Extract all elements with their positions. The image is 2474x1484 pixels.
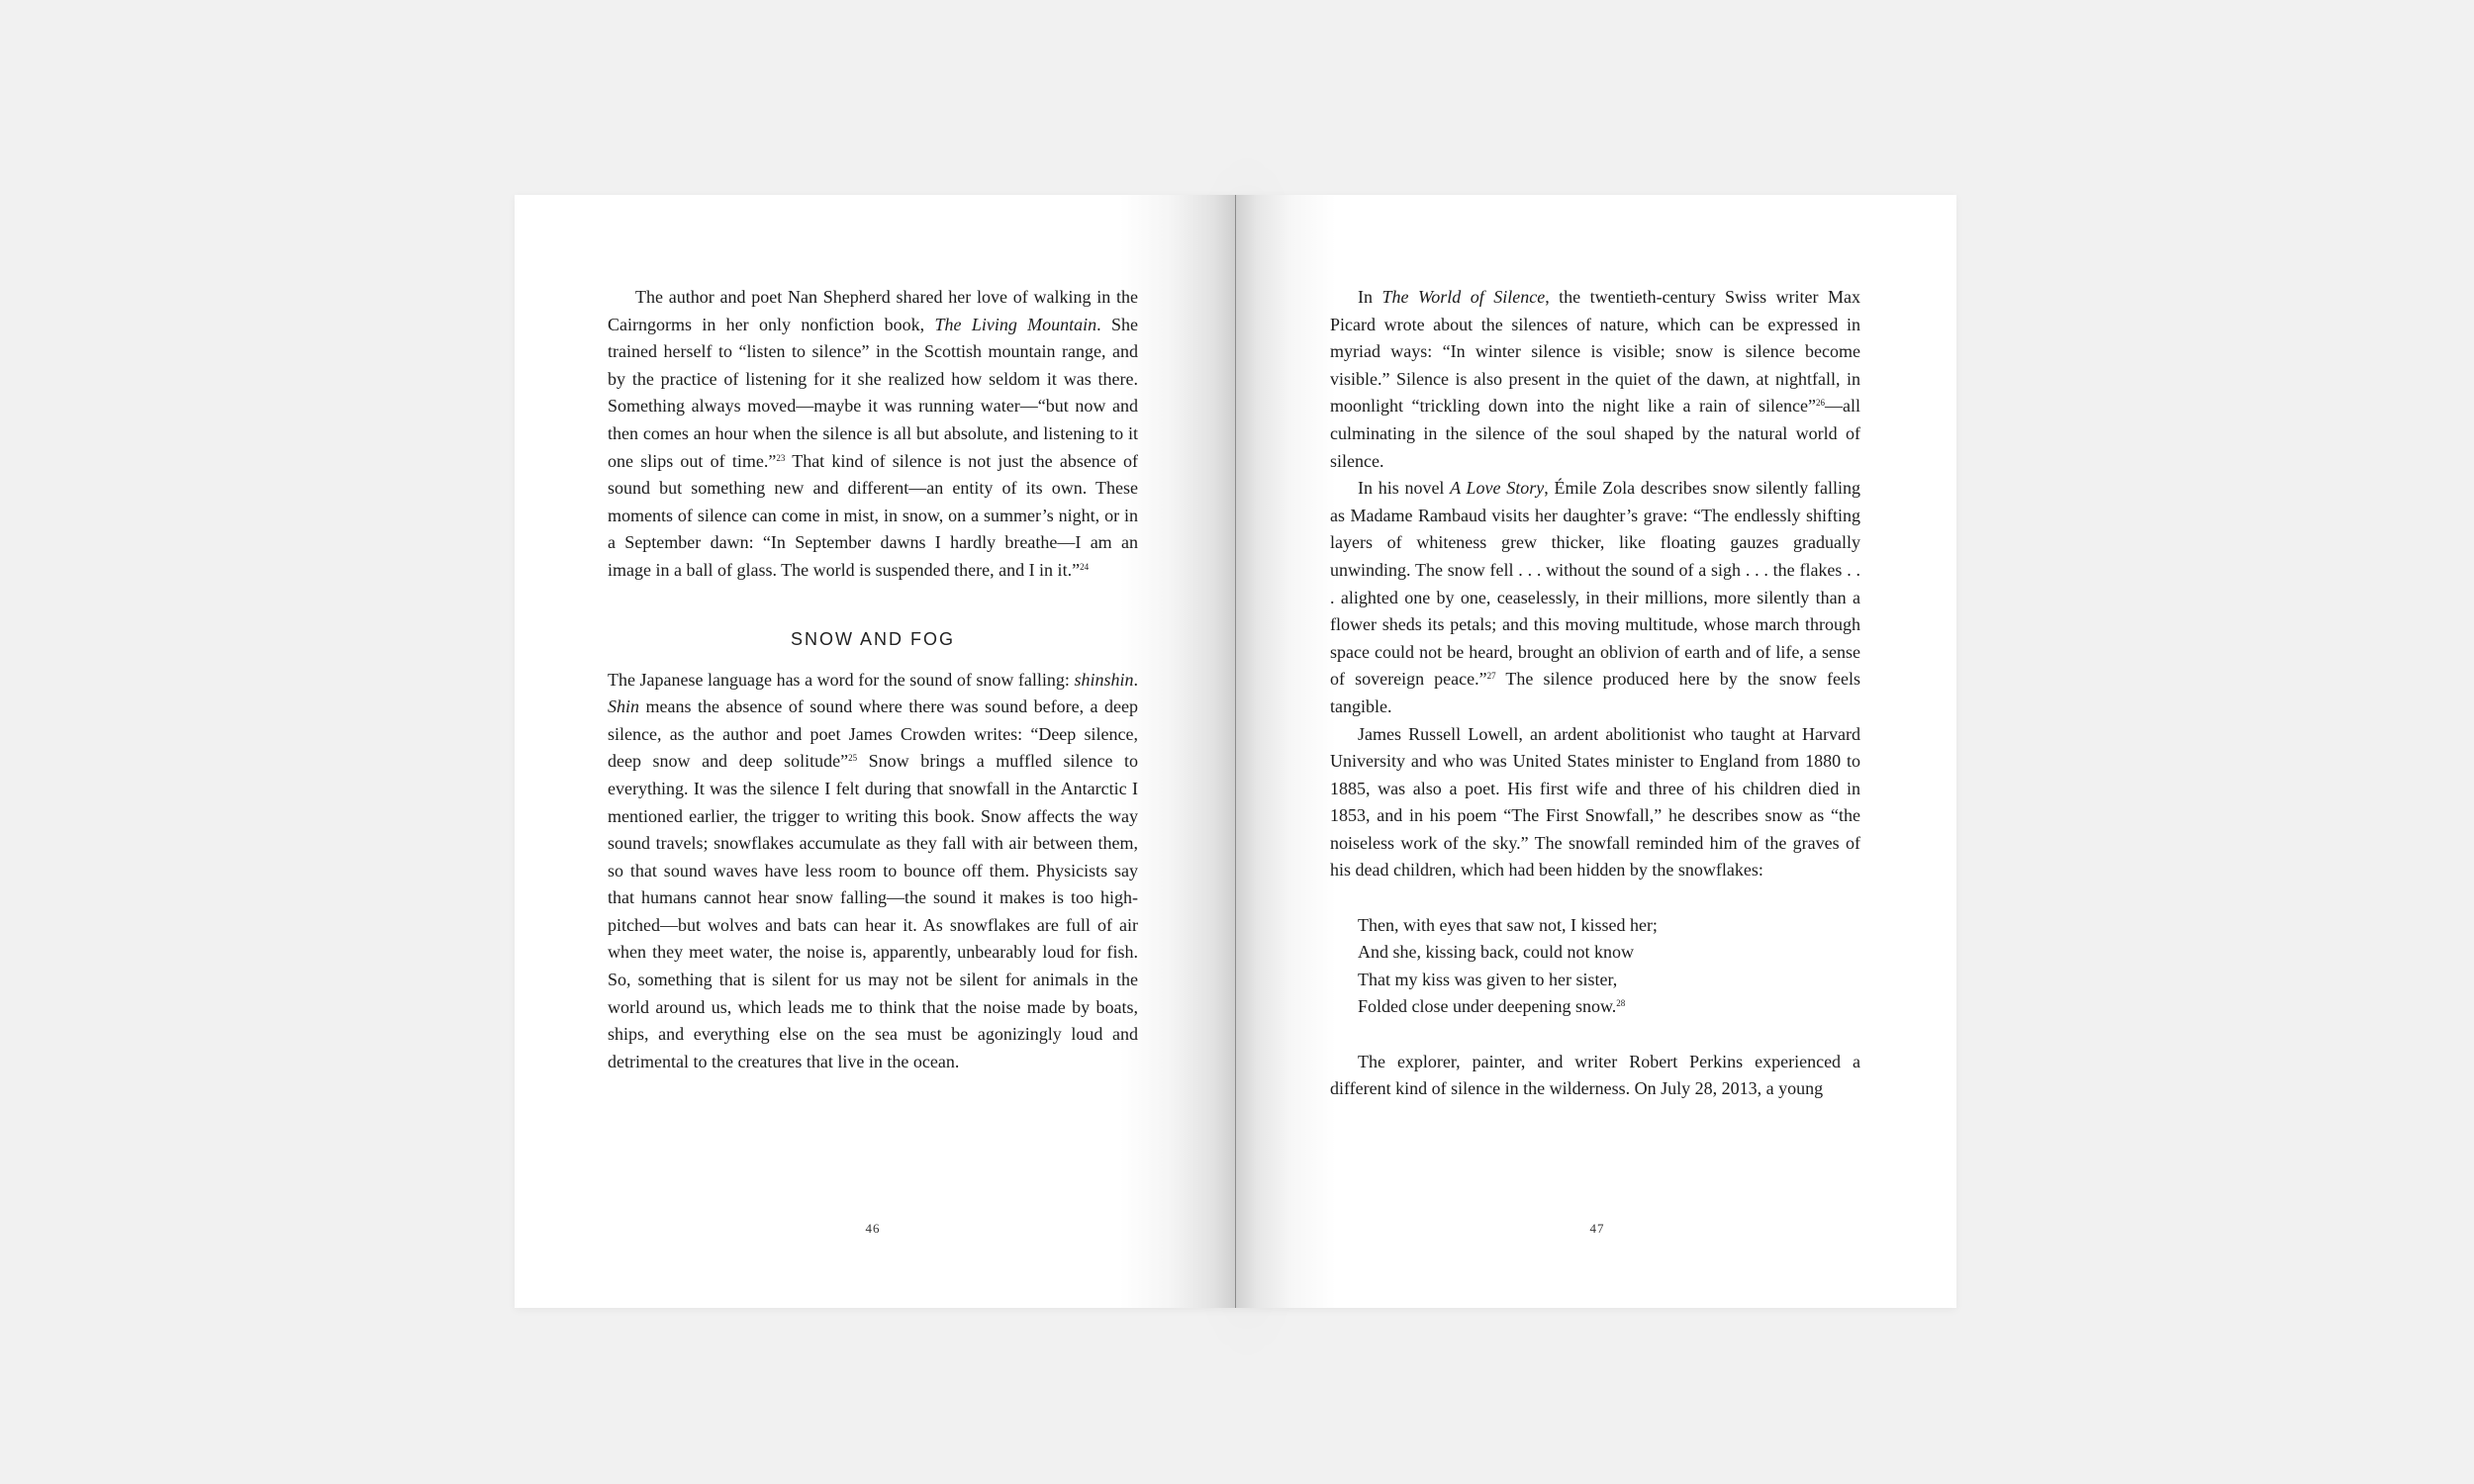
page-number: 46 [865, 1221, 881, 1236]
verse-line [1358, 993, 1860, 1021]
text-run: In [1358, 287, 1382, 307]
left-page-text [608, 284, 1138, 1075]
italic-term: shinshin [1074, 669, 1134, 690]
paragraph [1330, 284, 1860, 475]
section-heading: SNOW AND FOG [790, 628, 955, 649]
italic-term: Shin [608, 696, 640, 717]
right-page-text [1330, 284, 1860, 1103]
text-run: The Japanese language has a word for the sound of snow falling: [608, 669, 1075, 690]
verse-line: That my kiss was given to her sister, [1358, 969, 1618, 989]
gutter-fold [1235, 195, 1236, 1308]
paragraph: James Russell Lowell, an ardent abolitionist who taught at Harvard University and who was United States minister to England from 1880 to 1885, was also a poet. His first wife and three of his children died in 1853, and in his poem “The First Snowfall,” he describes snow as “the noiseless work of the sky.” The snowfall reminded him of the graves of his dead children, which had been hidden by the snowflakes: [1330, 723, 1860, 881]
book-title: The Living Mountain [934, 314, 1097, 334]
footnote-marker: 27 [1486, 671, 1496, 682]
left-page [515, 195, 1235, 1308]
book-title: A Love Story [1450, 478, 1545, 499]
text-run: —all culminating in the silence of the soul shaped by the natural world of silence. [1330, 396, 1860, 471]
text-run: means the absence of sound where there was sound before, a deep silence, as the author and poet James Crowden writes: “Deep silence, deep snow and deep solitude” [608, 696, 1138, 772]
paragraph [608, 284, 1138, 585]
text-run: , Émile Zola describes snow silently falling as Madame Rambaud visits her daughter’s grave: “The endlessly shifting layers of whiteness grew thicker, like floating gauzes gradually unwinding. The snow fell . . . without the sound of a sigh . . . the flakes . . . alighted one by one, ceaselessly, in their millions, more silently than a flower sheds its petals; and this moving multitude, whose march through space could not be heard, brought an oblivion of earth and of life, a sense of sovereign peace.” [1330, 478, 1860, 690]
footnote-marker: 26 [1816, 398, 1825, 409]
paragraph [608, 667, 1138, 1076]
text-run: Snow brings a muffled silence to everything. It was the silence I felt during that snowfall in the Antarctic I mentioned earlier, the trigger to writing this book. Snow affects the way sound travels; snowflakes accumulate as they fall with air between them, so that sound waves have less room to bounce off them. Physicists say that humans cannot hear snow falling—the sound it makes is too high-pitched—but wolves and bats can hear it. As snowflakes are full of air when they meet water, the noise is, apparently, unbearably loud for fish. So, something that is silent for us may not be silent for animals in the world around us, which leads me to think that the noise made by boats, ships, and everything else on the sea must be agonizingly loud and detrimental to the creatures that live in the ocean. [608, 751, 1138, 1071]
footnote-marker: 28 [1616, 998, 1626, 1009]
book-title: The World of Silence [1381, 287, 1546, 307]
footnote-marker: 24 [1080, 561, 1090, 572]
book-spread [515, 195, 1956, 1308]
text-run: In his novel [1358, 478, 1451, 499]
footnote-marker: 23 [776, 452, 786, 463]
text-run: Folded close under deepening snow. [1358, 996, 1617, 1017]
verse-line: And she, kissing back, could not know [1358, 942, 1634, 963]
right-page [1235, 195, 1956, 1308]
footnote-marker: 25 [848, 753, 858, 764]
paragraph: The explorer, painter, and writer Robert Perkins experienced a different kind of silence in the wilderness. On July 28, 2013, a young [1330, 1051, 1860, 1099]
text-run: The silence produced here by the snow feels tangible. [1330, 669, 1860, 716]
verse-line: Then, with eyes that saw not, I kissed her; [1358, 914, 1658, 935]
paragraph [1330, 475, 1860, 720]
text-run: . She trained herself to “listen to silence” in the Scottish mountain range, and by the practice of listening for it she realized how seldom it was there. Something always moved—maybe it was running water—“but now and then comes an hour when the silence is all but absolute, and listening to it one slips out of time.” [608, 314, 1138, 471]
text-run: The author and poet Nan Shepherd shared her love of walking in the Cairngorms in her only nonfiction book, [608, 287, 1138, 334]
poem-quote [1358, 912, 1860, 1021]
text-run: That kind of silence is not just the absence of sound but something new and different—an entity of its own. These moments of silence can come in mist, in snow, on a summer’s night, or in a September dawn: “In September dawns I hardly breathe—I am an image in a ball of glass. The world is suspended there, and I in it.” [608, 450, 1138, 580]
text-run: . [1133, 669, 1138, 690]
text-run: , the twentieth-century Swiss writer Max Picard wrote about the silences of nature, which can be expressed in myriad ways: “In winter silence is visible; snow is silence become visible.” Silence is also present in the quiet of the dawn, at nightfall, in moonlight “trickling down into the night like a rain of silence” [1330, 287, 1860, 417]
page-number: 47 [1589, 1221, 1605, 1236]
